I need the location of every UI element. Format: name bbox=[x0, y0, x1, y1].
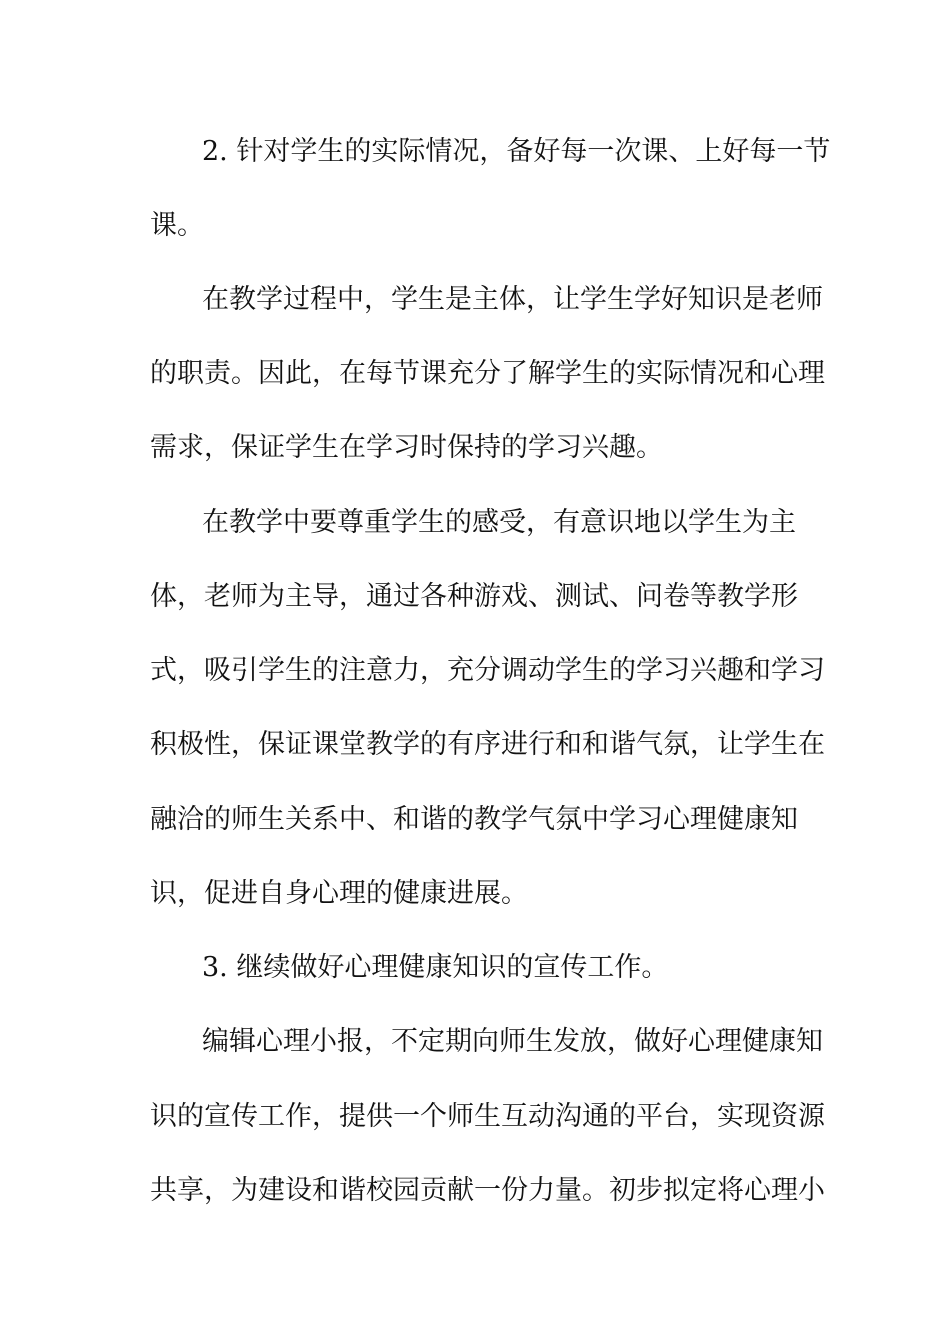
text-line: 体，老师为主导，通过各种游戏、测试、问卷等教学形 bbox=[150, 581, 798, 612]
text-line: 在教学中要尊重学生的感受，有意识地以学生为主 bbox=[202, 507, 796, 538]
text-line: 的职责。因此，在每节课充分了解学生的实际情况和心理 bbox=[150, 358, 825, 389]
text-line: 3. 继续做好心理健康知识的宣传工作。 bbox=[202, 952, 669, 983]
text-line: 积极性，保证课堂教学的有序进行和和谐气氛，让学生在 bbox=[150, 729, 825, 760]
text-line: 式，吸引学生的注意力，充分调动学生的学习兴趣和学习 bbox=[150, 655, 825, 686]
text-line: 需求，保证学生在学习时保持的学习兴趣。 bbox=[150, 432, 663, 463]
text-line: 共享，为建设和谐校园贡献一份力量。初步拟定将心理小 bbox=[150, 1175, 825, 1206]
text-line: 2. 针对学生的实际情况，备好每一次课、上好每一节 bbox=[202, 136, 831, 167]
text-line: 识的宣传工作，提供一个师生互动沟通的平台，实现资源 bbox=[150, 1101, 825, 1132]
text-line: 编辑心理小报，不定期向师生发放，做好心理健康知 bbox=[202, 1026, 823, 1057]
text-line: 课。 bbox=[150, 210, 204, 241]
text-line: 融洽的师生关系中、和谐的教学气氛中学习心理健康知 bbox=[150, 804, 798, 835]
text-line: 在教学过程中，学生是主体，让学生学好知识是老师 bbox=[202, 284, 823, 315]
text-line: 识，促进自身心理的健康进展。 bbox=[150, 878, 528, 909]
